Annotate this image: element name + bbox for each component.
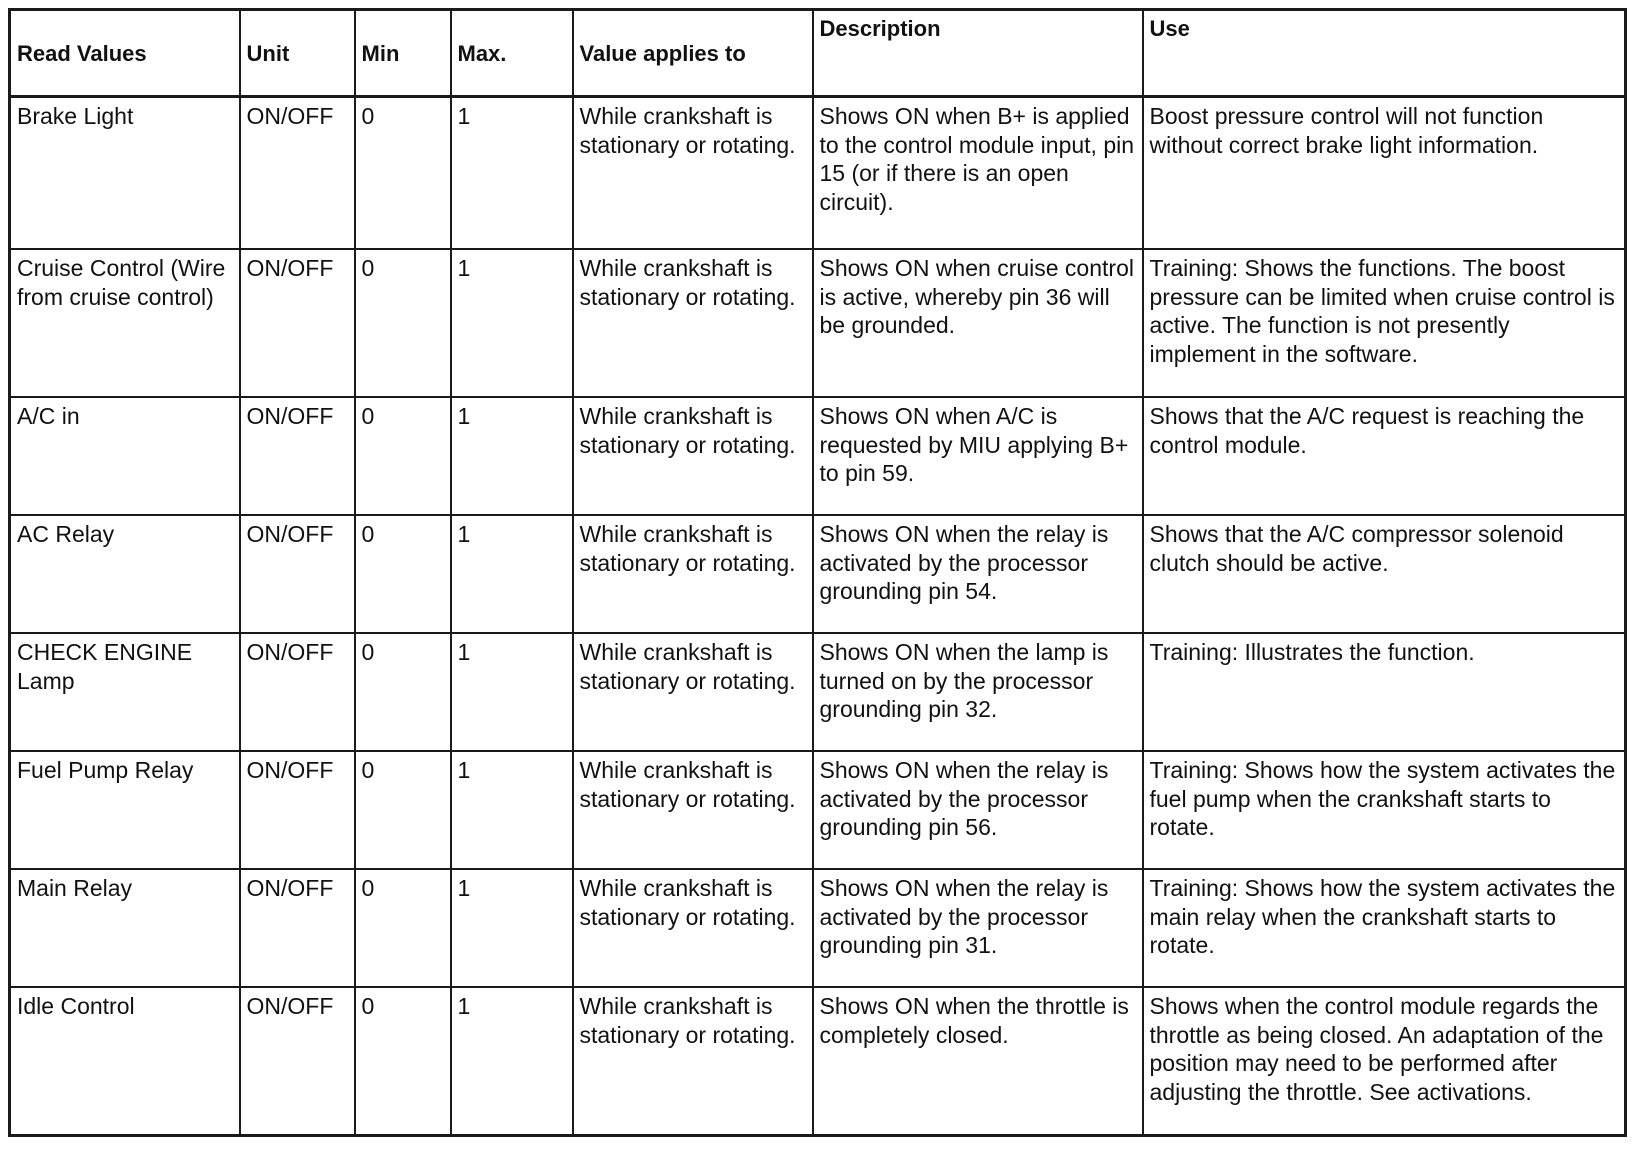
cell-applies-to: While crankshaft is stationary or rotating. xyxy=(573,987,813,1136)
cell-max: 1 xyxy=(451,869,573,987)
cell-unit: ON/OFF xyxy=(240,633,355,751)
cell-description: Shows ON when the lamp is turned on by the processor grounding pin 32. xyxy=(813,633,1143,751)
cell-max: 1 xyxy=(451,249,573,397)
cell-read-value: Fuel Pump Relay xyxy=(10,751,240,869)
cell-max: 1 xyxy=(451,751,573,869)
cell-use: Training: Shows the functions. The boost pressure can be limited when cruise control is active. The function is not presently implement in the software. xyxy=(1143,249,1626,397)
table-row xyxy=(10,249,1626,397)
cell-description: Shows ON when B+ is applied to the control module input, pin 15 (or if there is an open circuit). xyxy=(813,97,1143,250)
cell-unit: ON/OFF xyxy=(240,249,355,397)
cell-use: Boost pressure control will not function without correct brake light information. xyxy=(1143,97,1626,250)
table-row xyxy=(10,633,1626,751)
cell-max: 1 xyxy=(451,987,573,1136)
cell-applies-to: While crankshaft is stationary or rotating. xyxy=(573,97,813,250)
header-read-values: Read Values xyxy=(10,10,240,97)
cell-read-value: Cruise Control (Wire from cruise control) xyxy=(10,249,240,397)
cell-applies-to: While crankshaft is stationary or rotating. xyxy=(573,869,813,987)
cell-read-value: Idle Control xyxy=(10,987,240,1136)
cell-min: 0 xyxy=(355,869,451,987)
cell-min: 0 xyxy=(355,249,451,397)
cell-description: Shows ON when the relay is activated by the processor grounding pin 31. xyxy=(813,869,1143,987)
cell-use: Training: Shows how the system activates the fuel pump when the crankshaft starts to rotate. xyxy=(1143,751,1626,869)
header-min: Min xyxy=(355,10,451,97)
cell-min: 0 xyxy=(355,515,451,633)
cell-applies-to: While crankshaft is stationary or rotating. xyxy=(573,751,813,869)
cell-use: Training: Shows how the system activates the main relay when the crankshaft starts to rotate. xyxy=(1143,869,1626,987)
cell-unit: ON/OFF xyxy=(240,751,355,869)
cell-use: Shows that the A/C compressor solenoid clutch should be active. xyxy=(1143,515,1626,633)
cell-unit: ON/OFF xyxy=(240,97,355,250)
cell-unit: ON/OFF xyxy=(240,515,355,633)
cell-max: 1 xyxy=(451,97,573,250)
cell-description: Shows ON when the throttle is completely closed. xyxy=(813,987,1143,1136)
cell-min: 0 xyxy=(355,397,451,515)
header-description: Description xyxy=(813,10,1143,97)
header-value-applies-to: Value applies to xyxy=(573,10,813,97)
cell-use: Shows when the control module regards the throttle as being closed. An adaptation of the position may need to be performed after adjusting the throttle. See activations. xyxy=(1143,987,1626,1136)
cell-min: 0 xyxy=(355,633,451,751)
table-row xyxy=(10,869,1626,987)
header-row xyxy=(10,10,1626,97)
cell-description: Shows ON when cruise control is active, whereby pin 36 will be grounded. xyxy=(813,249,1143,397)
table-row xyxy=(10,397,1626,515)
cell-unit: ON/OFF xyxy=(240,869,355,987)
cell-use: Shows that the A/C request is reaching the control module. xyxy=(1143,397,1626,515)
table-row xyxy=(10,97,1626,250)
cell-read-value: CHECK ENGINE Lamp xyxy=(10,633,240,751)
header-use: Use xyxy=(1143,10,1626,97)
cell-max: 1 xyxy=(451,633,573,751)
header-unit: Unit xyxy=(240,10,355,97)
cell-unit: ON/OFF xyxy=(240,397,355,515)
cell-applies-to: While crankshaft is stationary or rotating. xyxy=(573,633,813,751)
cell-read-value: A/C in xyxy=(10,397,240,515)
read-values-table xyxy=(8,8,1627,1137)
table-row xyxy=(10,987,1626,1136)
table-row xyxy=(10,751,1626,869)
cell-applies-to: While crankshaft is stationary or rotating. xyxy=(573,515,813,633)
cell-applies-to: While crankshaft is stationary or rotating. xyxy=(573,397,813,515)
cell-read-value: Main Relay xyxy=(10,869,240,987)
cell-read-value: Brake Light xyxy=(10,97,240,250)
cell-min: 0 xyxy=(355,751,451,869)
cell-applies-to: While crankshaft is stationary or rotating. xyxy=(573,249,813,397)
cell-max: 1 xyxy=(451,515,573,633)
cell-read-value: AC Relay xyxy=(10,515,240,633)
cell-description: Shows ON when A/C is requested by MIU applying B+ to pin 59. xyxy=(813,397,1143,515)
cell-min: 0 xyxy=(355,97,451,250)
table-row xyxy=(10,515,1626,633)
header-max: Max. xyxy=(451,10,573,97)
cell-use: Training: Illustrates the function. xyxy=(1143,633,1626,751)
cell-max: 1 xyxy=(451,397,573,515)
cell-unit: ON/OFF xyxy=(240,987,355,1136)
cell-description: Shows ON when the relay is activated by the processor grounding pin 54. xyxy=(813,515,1143,633)
cell-min: 0 xyxy=(355,987,451,1136)
cell-description: Shows ON when the relay is activated by the processor grounding pin 56. xyxy=(813,751,1143,869)
